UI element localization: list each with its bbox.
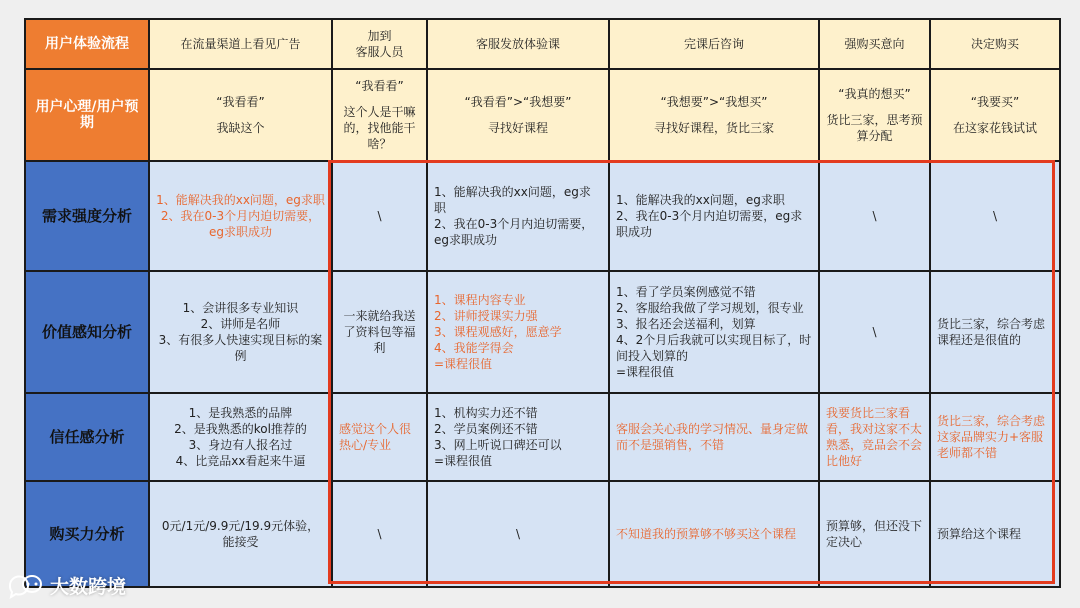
demand-cell-buy: \ — [930, 161, 1060, 271]
row-label-purchasing: 购买力分析 — [25, 481, 149, 587]
trust-cell-service: 感觉这个人很热心/专业 — [332, 393, 427, 481]
watermark-text: 大数跨境 — [50, 576, 127, 598]
psych-cell — [930, 69, 1060, 161]
psych-note: 在这家花钱试试 — [952, 121, 1037, 135]
psych-note: 我缺这个 — [216, 121, 265, 135]
psych-cell — [149, 69, 332, 161]
psych-quote: “我看看”>“我想要” — [464, 95, 572, 109]
trust-row — [25, 393, 1060, 481]
psych-cell — [427, 69, 609, 161]
psych-cell — [819, 69, 930, 161]
purchasing-cell-consult: 不知道我的预算够不够买这个课程 — [609, 481, 819, 587]
row-label-trust: 信任感分析 — [25, 393, 149, 481]
demand-row — [25, 161, 1060, 271]
psych-cell — [609, 69, 819, 161]
demand-cell-intent: \ — [819, 161, 930, 271]
value-cell-intent: \ — [819, 271, 930, 393]
user-journey-table — [24, 18, 1061, 588]
value-cell-consult: 1、看了学员案例感觉不错 2、客服给我做了学习规划，很专业 3、报名还会送福利，划算 4、2个月后我就可以实现目标了，时间投入划算的 =课程很值 — [609, 271, 819, 393]
purchasing-cell-trial: \ — [427, 481, 609, 587]
trust-cell-intent: 我要货比三家看看，我对这家不太熟悉，竞品会不会比他好 — [819, 393, 930, 481]
psych-note: 这个人是干嘛的，找他能干啥？ — [343, 105, 416, 151]
row-label-value: 价值感知分析 — [25, 271, 149, 393]
stage-header-row — [25, 19, 1060, 69]
purchasing-power-row — [25, 481, 1060, 587]
purchasing-cell-ad: 0元/1元/9.9元/19.9元体验，能接受 — [149, 481, 332, 587]
stage-trial-class: 客服发放体验课 — [427, 19, 609, 69]
psych-quote: “我要买” — [970, 95, 1020, 109]
trust-cell-trial: 1、机构实力还不错 2、学员案例还不错 3、网上听说口碑还可以 =课程很值 — [427, 393, 609, 481]
demand-cell-consult: 1、能解决我的xx问题，eg求职 2、我在0-3个月内迫切需要，eg求职成功 — [609, 161, 819, 271]
row-label-demand: 需求强度分析 — [25, 161, 149, 271]
psych-quote: “我看看” — [355, 79, 404, 93]
stage-add-service: 加到 客服人员 — [332, 19, 427, 69]
purchasing-cell-buy: 预算给这个课程 — [930, 481, 1060, 587]
chat-bubble-logo-icon — [6, 573, 44, 599]
psych-cell — [332, 69, 427, 161]
psychology-row — [25, 69, 1060, 161]
value-cell-service: 一来就给我送了资料包等福利 — [332, 271, 427, 393]
psych-row-label: 用户心理/用户预期 — [25, 69, 149, 161]
demand-cell-trial: 1、能解决我的xx问题，eg求职 2、我在0-3个月内迫切需要，eg求职成功 — [427, 161, 609, 271]
value-cell-ad: 1、会讲很多专业知识 2、讲师是名师 3、有很多人快速实现目标的案例 — [149, 271, 332, 393]
corner-label: 用户体验流程 — [25, 19, 149, 69]
psych-quote: “我看看” — [216, 95, 265, 109]
value-cell-buy: 货比三家，综合考虑课程还是很值的 — [930, 271, 1060, 393]
purchasing-cell-intent: 预算够，但还没下定决心 — [819, 481, 930, 587]
demand-cell-service: \ — [332, 161, 427, 271]
psych-quote: “我想要”>“我想买” — [660, 95, 768, 109]
psych-note: 货比三家，思考预算分配 — [826, 113, 923, 143]
psych-quote: “我真的想买” — [838, 87, 911, 101]
purchasing-cell-service: \ — [332, 481, 427, 587]
stage-strong-intent: 强购买意向 — [819, 19, 930, 69]
trust-cell-buy: 货比三家，综合考虑这家品牌实力+客服老师都不错 — [930, 393, 1060, 481]
trust-cell-ad: 1、是我熟悉的品牌 2、是我熟悉的kol推荐的 3、身边有人报名过 4、比竞品xx看起来牛逼 — [149, 393, 332, 481]
value-cell-trial: 1、课程内容专业 2、讲师授课实力强 3、课程观感好，愿意学 4、我能学得会 =课程很值 — [427, 271, 609, 393]
value-row — [25, 271, 1060, 393]
psych-note: 寻找好课程，货比三家 — [653, 121, 774, 135]
watermark — [6, 572, 126, 599]
psych-note: 寻找好课程 — [487, 121, 548, 135]
demand-cell-ad: 1、能解决我的xx问题，eg求职 2、我在0-3个月内迫切需要，eg求职成功 — [149, 161, 332, 271]
stage-post-class: 完课后咨询 — [609, 19, 819, 69]
stage-decide-buy: 决定购买 — [930, 19, 1060, 69]
trust-cell-consult: 客服会关心我的学习情况、量身定做而不是强销售，不错 — [609, 393, 819, 481]
stage-ad-channel: 在流量渠道上看见广告 — [149, 19, 332, 69]
